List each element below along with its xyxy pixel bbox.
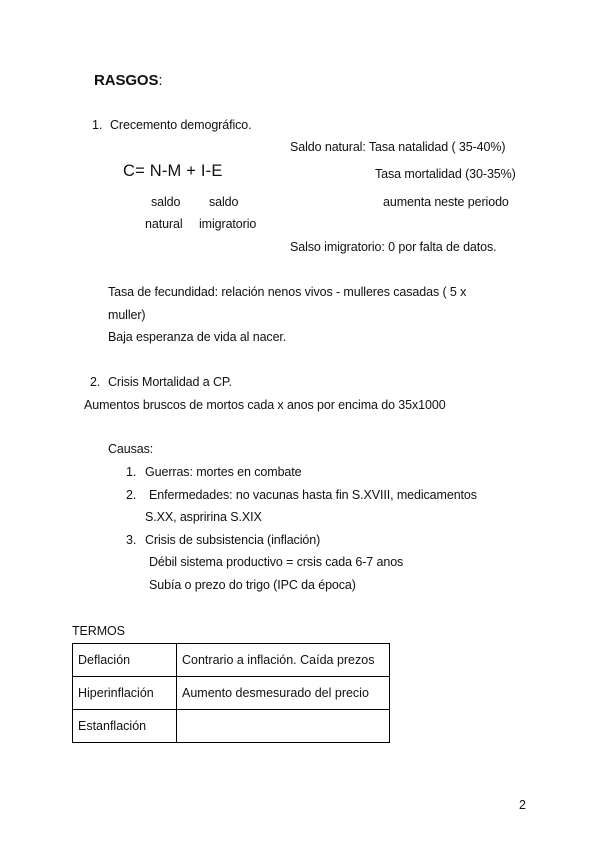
fecundidad-line-1: Tasa de fecundidad: relación nenos vivos - mulleres casadas ( 5 x — [108, 285, 467, 299]
causas-title: Causas: — [108, 442, 154, 456]
table-row — [73, 677, 390, 710]
terms-table — [72, 643, 390, 743]
causa-1-number: 1. — [126, 465, 137, 479]
tasa-mortalidad: Tasa mortalidad (30-35%) — [375, 167, 516, 181]
term-cell: Hiperinflación — [73, 677, 177, 710]
table-row — [73, 710, 390, 743]
definition-cell: Contrario a inflación. Caída prezos — [177, 644, 390, 677]
formula-label-saldo-1: saldo — [151, 195, 181, 209]
term-cell: Deflación — [73, 644, 177, 677]
causa-3-number: 3. — [126, 533, 137, 547]
section-title: RASGOS: — [94, 72, 163, 89]
causa-1-text: Guerras: mortes en combate — [145, 465, 302, 479]
item-2-number: 2. — [90, 375, 101, 389]
causa-3-sub-2: Subía o prezo do trigo (IPC da época) — [149, 578, 356, 592]
saldo-natural-line: Saldo natural: Tasa natalidad ( 35-40%) — [290, 140, 506, 154]
causa-2-text: Enfermedades: no vacunas hasta fin S.XVIII, medicamentos — [149, 488, 477, 502]
formula-label-natural: natural — [145, 217, 183, 231]
salso-imigratorio-line: Salso imigratorio: 0 por falta de datos. — [290, 240, 497, 254]
esperanza-line: Baja esperanza de vida al nacer. — [108, 330, 287, 344]
item-1-number: 1. — [92, 118, 103, 132]
causa-3-text: Crisis de subsistencia (inflación) — [145, 533, 321, 547]
formula-label-saldo-2: saldo — [209, 195, 239, 209]
population-formula: C= N-M + I-E — [123, 162, 223, 180]
page-number: 2 — [519, 798, 526, 812]
table-row — [73, 644, 390, 677]
aumenta-note: aumenta neste periodo — [383, 195, 509, 209]
causa-2-continuation: S.XX, aspririna S.XIX — [145, 510, 262, 524]
aumentos-line: Aumentos bruscos de mortos cada x anos por encima do 35x1000 — [84, 398, 446, 412]
causa-3-sub-1: Débil sistema productivo = crsis cada 6-7 anos — [149, 555, 404, 569]
definition-cell: Aumento desmesurado del precio — [177, 677, 390, 710]
definition-cell — [177, 710, 390, 743]
formula-label-imigratorio: imigratorio — [199, 217, 257, 231]
termos-title: TERMOS — [72, 624, 125, 638]
item-2-title: Crisis Mortalidad a CP. — [108, 375, 232, 389]
fecundidad-line-2: muller) — [108, 308, 146, 322]
term-cell: Estanflación — [73, 710, 177, 743]
causa-2-number: 2. — [126, 488, 137, 502]
item-1-title: Crecemento demográfico. — [110, 118, 252, 132]
